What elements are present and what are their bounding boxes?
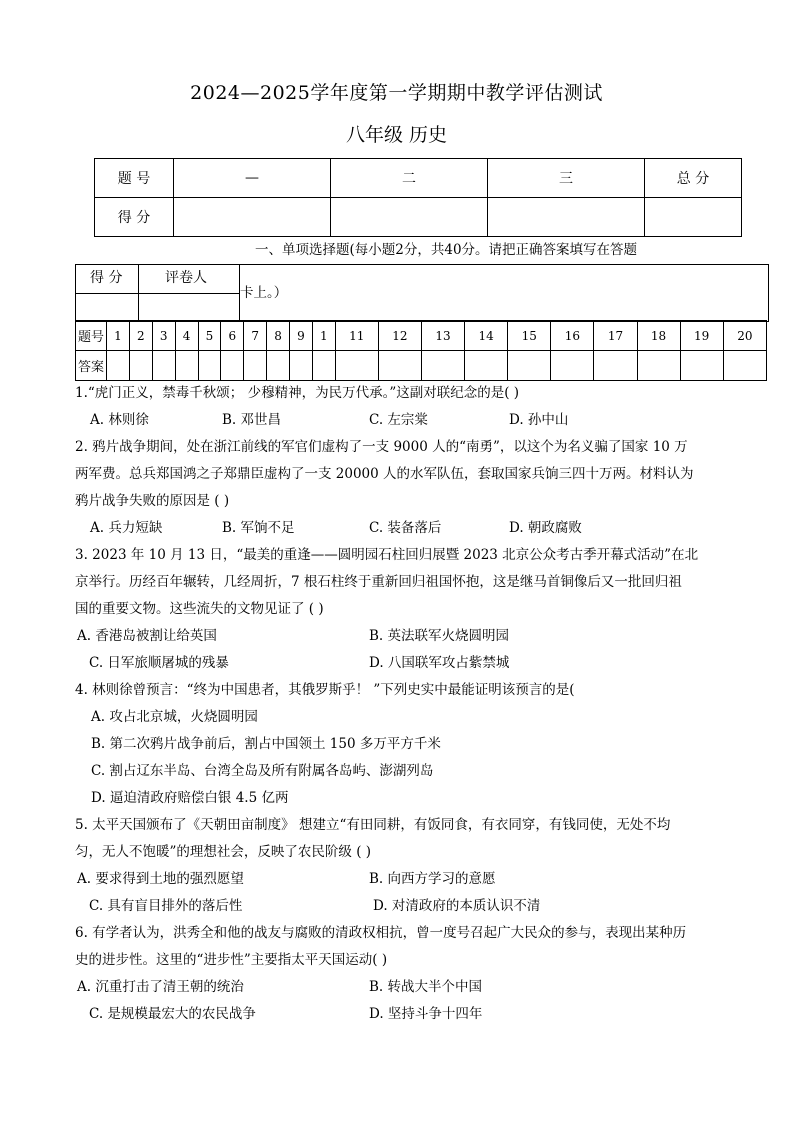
answer-option[interactable]: D. 逼迫清政府赔偿白银 4.5 亿两 <box>91 790 289 806</box>
score-header-cell: 二 <box>331 159 488 198</box>
score-input-cell[interactable] <box>488 198 645 237</box>
question-number-cell: 20 <box>723 321 766 351</box>
question-number-cell: 12 <box>378 321 421 351</box>
answer-option[interactable]: A. 香港岛被割让给英国 <box>77 628 217 644</box>
score-input-cell[interactable] <box>331 198 488 237</box>
answer-input-cell[interactable] <box>290 351 313 381</box>
question-text: 2. 鸦片战争期间，处在浙江前线的军官们虚构了一支 9000 人的“南勇”，以这个为名义骗了国家 10 万 <box>75 439 688 455</box>
grader-name-label: 评卷人 <box>165 270 207 286</box>
question-text: 3. 2023 年 10 月 13 日，“最美的重逢——圆明园石柱回归展暨 2023 北京公众考古季开幕式活动”在北 <box>75 547 699 563</box>
question-number-cell: 15 <box>508 321 551 351</box>
answer-option[interactable]: C. 装备落后 <box>369 520 442 536</box>
question-number-cell: 2 <box>129 321 152 351</box>
answer-grid-answer-label: 答案 <box>76 351 107 381</box>
question-text: 史的进步性。这里的“进步性”主要指太平天国运动( ) <box>75 952 388 968</box>
score-table <box>94 158 742 237</box>
score-header-cell: 三 <box>488 159 645 198</box>
answer-input-cell[interactable] <box>421 351 464 381</box>
question-text: 两军费。总兵郑国鸿之子郑鼎臣虚构了一支 20000 人的水军队伍，套取国家兵饷三四十万两。材料认为 <box>75 466 694 482</box>
question-number-cell: 5 <box>198 321 221 351</box>
answer-input-cell[interactable] <box>594 351 637 381</box>
answer-option[interactable]: C. 日军旅顺屠城的残暴 <box>89 655 229 671</box>
grader-score-label: 得 分 <box>90 270 123 286</box>
answer-input-cell[interactable] <box>107 351 130 381</box>
answer-option[interactable]: D. 对清政府的本质认识不清 <box>373 898 541 914</box>
question-number-cell: 14 <box>465 321 508 351</box>
answer-option[interactable]: A. 要求得到土地的强烈愿望 <box>77 871 244 887</box>
question-number-cell: 9 <box>290 321 313 351</box>
question-number-cell: 13 <box>421 321 464 351</box>
question-number-cell: 4 <box>175 321 198 351</box>
question-text: 6. 有学者认为，洪秀全和他的战友与腐败的清政权相抗，曾一度号召起广大民众的参与，表现出某种历 <box>75 925 687 941</box>
answer-input-cell[interactable] <box>175 351 198 381</box>
exam-subtitle: 八年级 历史 <box>345 124 448 146</box>
score-header-cell: 总 分 <box>645 159 742 198</box>
answer-input-cell[interactable] <box>551 351 594 381</box>
answer-option[interactable]: A. 兵力短缺 <box>90 520 163 536</box>
question-number-cell: 19 <box>680 321 723 351</box>
answer-option[interactable]: D. 坚持斗争十四年 <box>369 1006 483 1022</box>
answer-grid-row-label: 题号 <box>76 321 107 351</box>
answer-input-cell[interactable] <box>312 351 335 381</box>
question-number-cell: 16 <box>551 321 594 351</box>
score-input-cell[interactable] <box>174 198 331 237</box>
answer-option[interactable]: B. 第二次鸦片战争前后，割占中国领土 150 多万平方千米 <box>91 736 441 752</box>
answer-input-cell[interactable] <box>129 351 152 381</box>
answer-option[interactable]: B. 邓世昌 <box>222 412 282 428</box>
answer-grid <box>75 320 767 381</box>
answer-input-cell[interactable] <box>198 351 221 381</box>
question-number-cell: 18 <box>637 321 680 351</box>
answer-option[interactable]: A. 林则徐 <box>90 412 149 428</box>
answer-input-cell[interactable] <box>680 351 723 381</box>
answer-option[interactable]: A. 攻占北京城，火烧圆明园 <box>91 709 258 725</box>
question-text: 匀，无人不饱暖”的理想社会，反映了农民阶级 ( ) <box>75 844 372 860</box>
answer-option[interactable]: A. 沉重打击了清王朝的统治 <box>77 979 244 995</box>
question-number-cell: 8 <box>267 321 290 351</box>
score-input-cell[interactable] <box>645 198 742 237</box>
answer-option[interactable]: C. 割占辽东半岛、台湾全岛及所有附属各岛屿、澎湖列岛 <box>91 763 434 779</box>
answer-input-cell[interactable] <box>267 351 290 381</box>
answer-input-cell[interactable] <box>465 351 508 381</box>
question-number-cell: 6 <box>221 321 244 351</box>
answer-input-cell[interactable] <box>335 351 378 381</box>
section-heading: 一、单项选择题(每小题2分，共40分。请把正确答案填写在答题 <box>255 242 638 258</box>
score-header-cell: 题 号 <box>95 159 174 198</box>
question-text: 京举行。历经百年辗转，几经周折，7 根石柱终于重新回归祖国怀抱，这是继马首铜像后又一批回归祖 <box>75 574 682 590</box>
answer-option[interactable]: D. 八国联军攻占紫禁城 <box>369 655 510 671</box>
answer-input-cell[interactable] <box>508 351 551 381</box>
answer-input-cell[interactable] <box>723 351 766 381</box>
question-text: 5. 太平天国颁布了《天朝田亩制度》 想建立“有田同耕，有饭同食，有衣同穿，有钱同使，无处不均 <box>75 817 671 833</box>
answer-option[interactable]: D. 孙中山 <box>509 412 569 428</box>
question-number-cell: 11 <box>335 321 378 351</box>
question-number-cell: 3 <box>152 321 175 351</box>
answer-input-cell[interactable] <box>221 351 244 381</box>
answer-input-cell[interactable] <box>637 351 680 381</box>
answer-input-cell[interactable] <box>152 351 175 381</box>
answer-input-cell[interactable] <box>378 351 421 381</box>
question-number-cell: 17 <box>594 321 637 351</box>
answer-option[interactable]: C. 是规模最宏大的农民战争 <box>89 1006 256 1022</box>
answer-option[interactable]: B. 向西方学习的意愿 <box>369 871 496 887</box>
answer-input-cell[interactable] <box>244 351 267 381</box>
question-text: 1.“虎门正义，禁毒千秋颂； 少穆精神，为民万代承。”这副对联纪念的是( ) <box>75 385 520 401</box>
answer-option[interactable]: C. 左宗棠 <box>369 412 428 428</box>
answer-option[interactable]: B. 英法联军火烧圆明园 <box>369 628 510 644</box>
question-text: 鸦片战争失败的原因是 ( ) <box>75 493 230 509</box>
answer-option[interactable]: C. 具有盲目排外的落后性 <box>89 898 243 914</box>
question-number-cell: 1 <box>107 321 130 351</box>
question-text: 4. 林则徐曾预言：“终为中国患者，其俄罗斯乎！ ”下列史实中最能证明该预言的是( <box>75 682 575 698</box>
question-text: 国的重要文物。这些流失的文物见证了 ( ) <box>75 601 324 617</box>
score-header-cell: — <box>174 159 331 198</box>
question-number-cell: 1 <box>312 321 335 351</box>
exam-title: 2024—2025学年度第一学期期中教学评估测试 <box>190 82 603 104</box>
section-heading-continued: 卡上。） <box>240 285 288 301</box>
score-row-label: 得 分 <box>95 198 174 237</box>
grader-box <box>75 264 769 322</box>
answer-option[interactable]: D. 朝政腐败 <box>509 520 582 536</box>
answer-option[interactable]: B. 转战大半个中国 <box>369 979 483 995</box>
question-number-cell: 7 <box>244 321 267 351</box>
answer-option[interactable]: B. 军饷不足 <box>222 520 295 536</box>
